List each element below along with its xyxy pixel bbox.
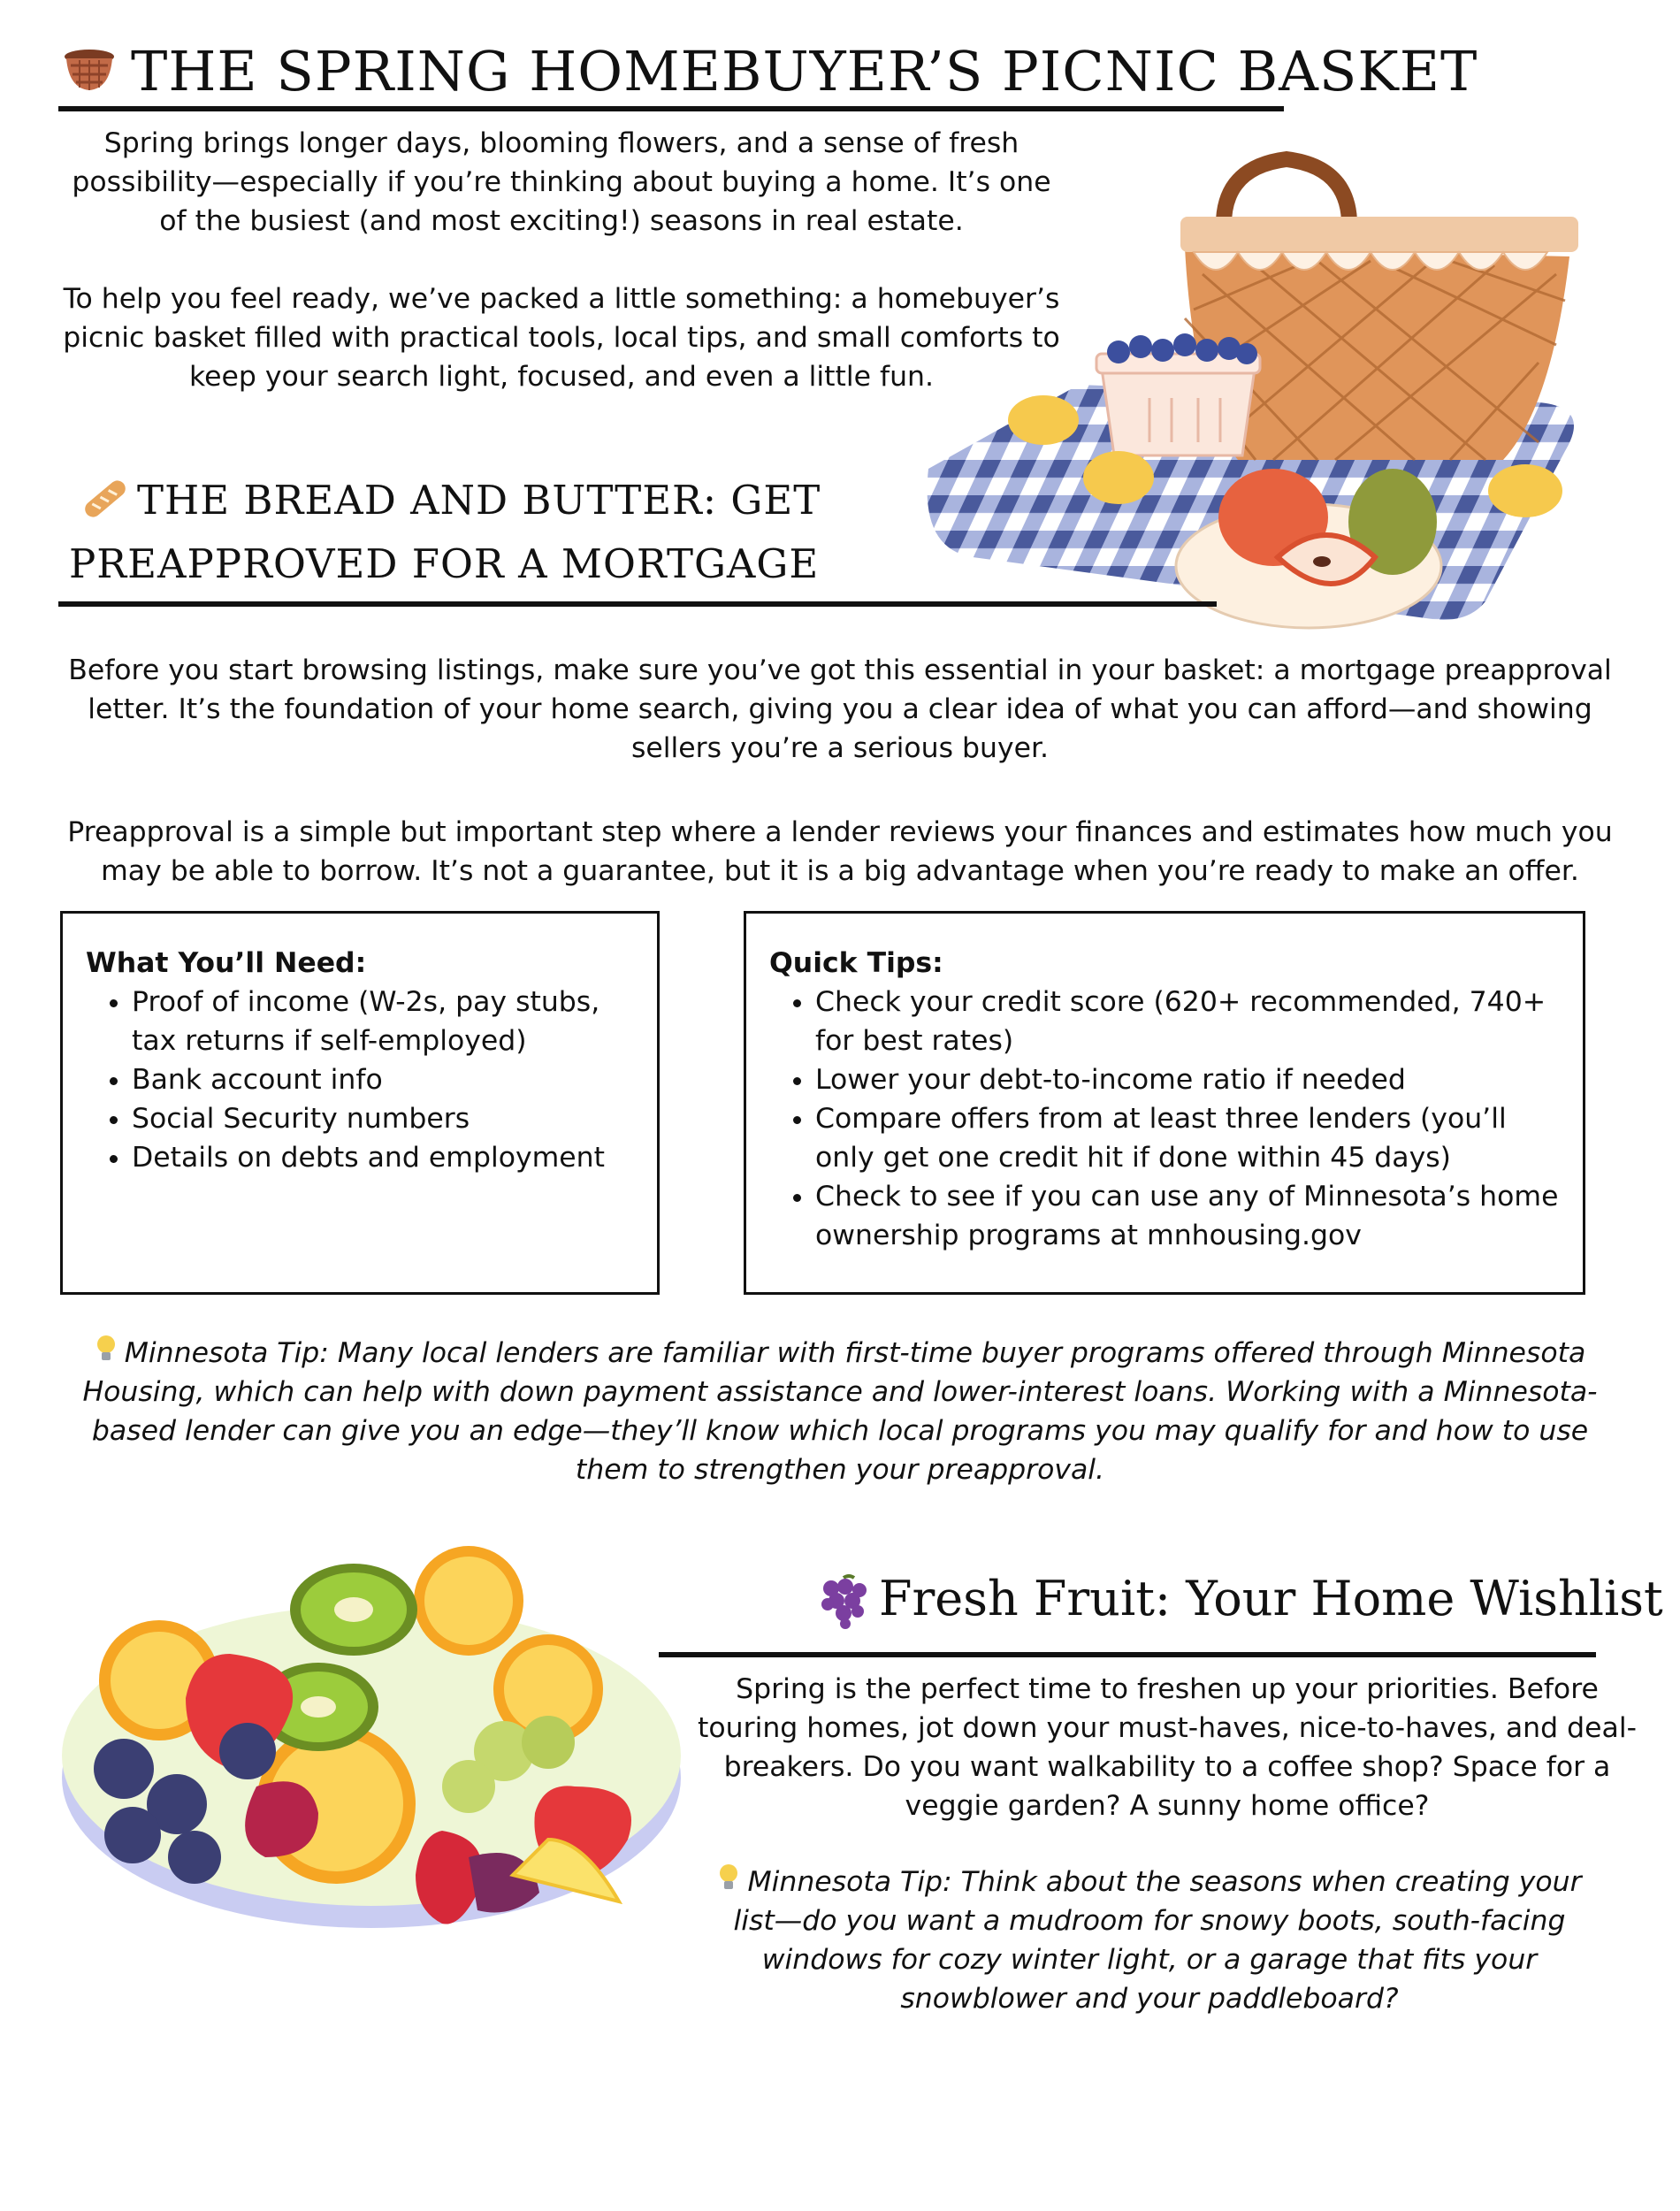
list-item: • Proof of income (W-2s, pay stubs, tax returns if self-employed) (132, 983, 634, 1060)
title-rule (58, 106, 1284, 111)
fruit-salad-illustration (53, 1521, 707, 1946)
section-heading-bread-line2: PREAPPROVED FOR A MORTGAGE (69, 540, 820, 587)
what-youll-need-box (60, 911, 660, 1295)
list-item: • Bank account info (132, 1060, 634, 1099)
list-item: • Social Security numbers (132, 1099, 634, 1138)
intro-paragraph-1: Spring brings longer days, blooming flowers, and a sense of fresh possibility—especially if you’re thinking about buying a home. It’s one of the busiest (and most exciting!) seasons in real estate. (72, 127, 1051, 237)
page-title: THE SPRING HOMEBUYER’S PICNIC BASKET (131, 39, 1478, 103)
bread-paragraph-1: Before you start browsing listings, make sure you’ve got this essential in your basket: a mortgage preapproval letter. It’s the foundation of your home search, giving you a clear idea of what you can afford—and showing sellers you’re a serious buyer. (68, 654, 1612, 764)
lightbulb-icon (717, 1863, 740, 1893)
tip-text: Minnesota Tip: Think about the seasons when creating your list—do you want a mudroom for snowy boots, south-facing windows for cozy winter light, or a garage that fits your snowblower and your paddleboard? (733, 1866, 1582, 2015)
intro-paragraph-2: To help you feel ready, we’ve packed a little something: a homebuyer’s picnic basket filled with practical tools, local tips, and small comforts to keep your search light, focused, and even a little fun. (63, 283, 1060, 393)
quick-tips-box (744, 911, 1585, 1295)
bread-paragraph-2: Preapproval is a simple but important step where a lender reviews your finances and estimates how much you may be able to borrow. It’s not a guarantee, but it is a big advantage when you’re ready to make an offer. (67, 816, 1613, 887)
fruit-paragraph: Spring is the perfect time to freshen up your priorities. Before touring homes, jot down your must-haves, nice-to-haves, and deal-breakers. Do you want walkability to a coffee shop? Space for a veggie garden? A sunny home office? (698, 1673, 1637, 1822)
tips-list (769, 983, 1560, 1255)
lightbulb-icon (95, 1334, 118, 1364)
fruit-section-rule (659, 1652, 1596, 1657)
list-item: • Check your credit score (620+ recommended, 740+ for best rates) (815, 983, 1560, 1060)
section-heading-fruit: Fresh Fruit: Your Home Wishlist (879, 1571, 1663, 1626)
need-box-title: What You’ll Need: (86, 947, 367, 979)
minnesota-tip-wishlist (707, 1863, 1592, 2018)
list-item: • Compare offers from at least three lenders (you’ll only get one credit hit if done within 45 days) (815, 1099, 1560, 1177)
section-heading-bread-line1: THE BREAD AND BUTTER: GET (137, 477, 821, 524)
picnic-basket-illustration (920, 142, 1609, 637)
minnesota-tip-preapproval (53, 1334, 1627, 1489)
need-list (86, 983, 634, 1177)
list-item: • Check to see if you can use any of Minnesota’s home ownership programs at mnhousing.gov (815, 1177, 1560, 1255)
basket-title-icon (62, 46, 117, 92)
bread-section-rule (58, 601, 1217, 607)
tips-box-title: Quick Tips: (769, 947, 943, 979)
bread-icon (80, 473, 131, 524)
list-item: • Lower your debt-to-income ratio if needed (815, 1060, 1560, 1099)
tip-text: Minnesota Tip: Many local lenders are familiar with first-time buyer programs offered through Minnesota Housing, which can help with down payment assistance and lower-interest loans. Working with a Minnesota-based lender can give you an edge—they’ll know which local programs you may qualify for and how to use them to strengthen your preapproval. (82, 1337, 1598, 1486)
list-item: • Details on debts and employment (132, 1138, 634, 1177)
grapes-icon (813, 1572, 870, 1629)
